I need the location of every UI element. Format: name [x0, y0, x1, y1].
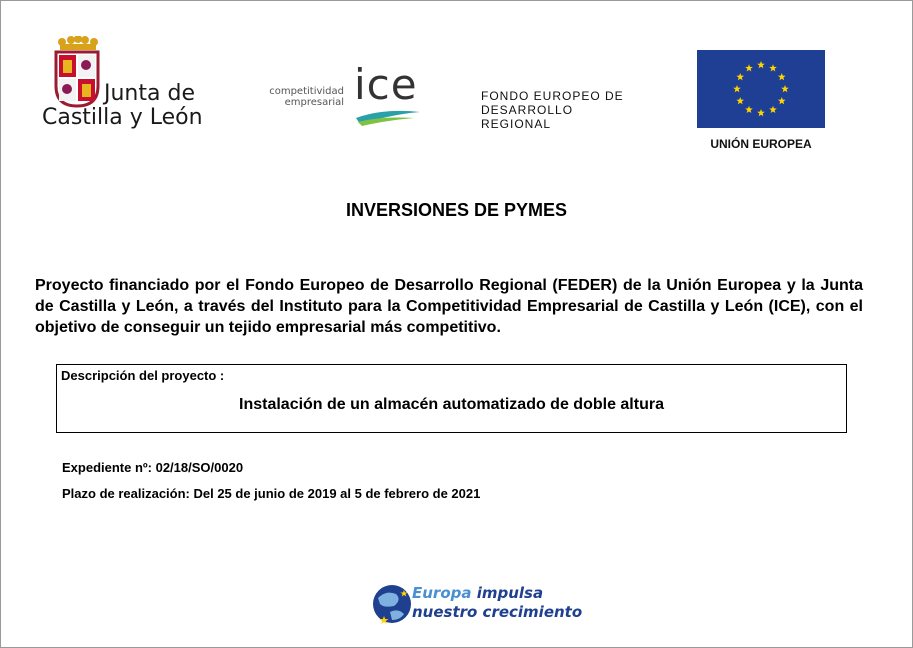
description-label: Descripción del proyecto :: [61, 368, 225, 383]
ice-logo: [266, 60, 426, 128]
plazo-text: Plazo de realización: Del 25 de junio de 2019 al 5 de febrero de 2021: [62, 486, 481, 501]
impulsa-word-impulsa: impulsa: [471, 584, 544, 602]
feder-line3: REGIONAL: [481, 117, 552, 131]
ice-small-line2: empresarial: [284, 97, 344, 108]
feder-title: [481, 89, 624, 131]
eu-star-icon: [778, 97, 786, 104]
feder-line1: FONDO EUROPEO DE: [481, 89, 624, 103]
jcyl-line1: Junta de: [104, 81, 195, 106]
eu-star-icon: [733, 85, 741, 92]
ice-wordmark: ice: [354, 60, 418, 109]
expediente-text: Expediente nº: 02/18/SO/0020: [62, 460, 244, 475]
impulsa-line2: nuestro crecimiento: [412, 603, 583, 621]
impulsa-word-europa: Europa: [412, 584, 472, 602]
description-text: Instalación de un almacén automatizado de doble altura: [239, 396, 664, 413]
coat-of-arms-icon: [54, 50, 100, 108]
eu-star-icon: [769, 106, 777, 113]
eu-star-icon: [745, 106, 753, 113]
jcyl-line2: Castilla y León: [42, 105, 203, 130]
eu-star-icon: [778, 73, 786, 80]
eu-star-icon: [736, 73, 744, 80]
eu-star-icon: [769, 64, 777, 71]
eu-label: UNIÓN EUROPEA: [710, 137, 812, 151]
page-title: INVERSIONES DE PYMES: [345, 200, 568, 220]
eu-star-icon: [757, 109, 765, 116]
europa-impulsa-logo: [372, 576, 582, 630]
europa-globe-icon: [372, 576, 412, 628]
eu-flag: [697, 50, 825, 128]
eu-star-icon: [757, 61, 765, 68]
eu-star-icon: [745, 64, 753, 71]
eu-star-icon: [781, 85, 789, 92]
ice-small-line1: competitividad: [269, 86, 344, 97]
description-box: [56, 364, 847, 433]
eu-stars-icon: [697, 50, 825, 128]
intro-paragraph: Proyecto financiado por el Fondo Europeo de Desarrollo Regional (FEDER) de la Unión Europea y la Junta de Castilla y León, a través del Instituto para la Competitividad Empresarial de Castilla y León (ICE), con el objetivo de conseguir un tejido empresarial más competitivo.: [35, 277, 863, 336]
jcyl-logo: [40, 36, 220, 136]
eu-star-icon: [736, 97, 744, 104]
feder-line2: DESARROLLO: [481, 103, 574, 117]
ice-swoosh-icon: [354, 104, 424, 126]
